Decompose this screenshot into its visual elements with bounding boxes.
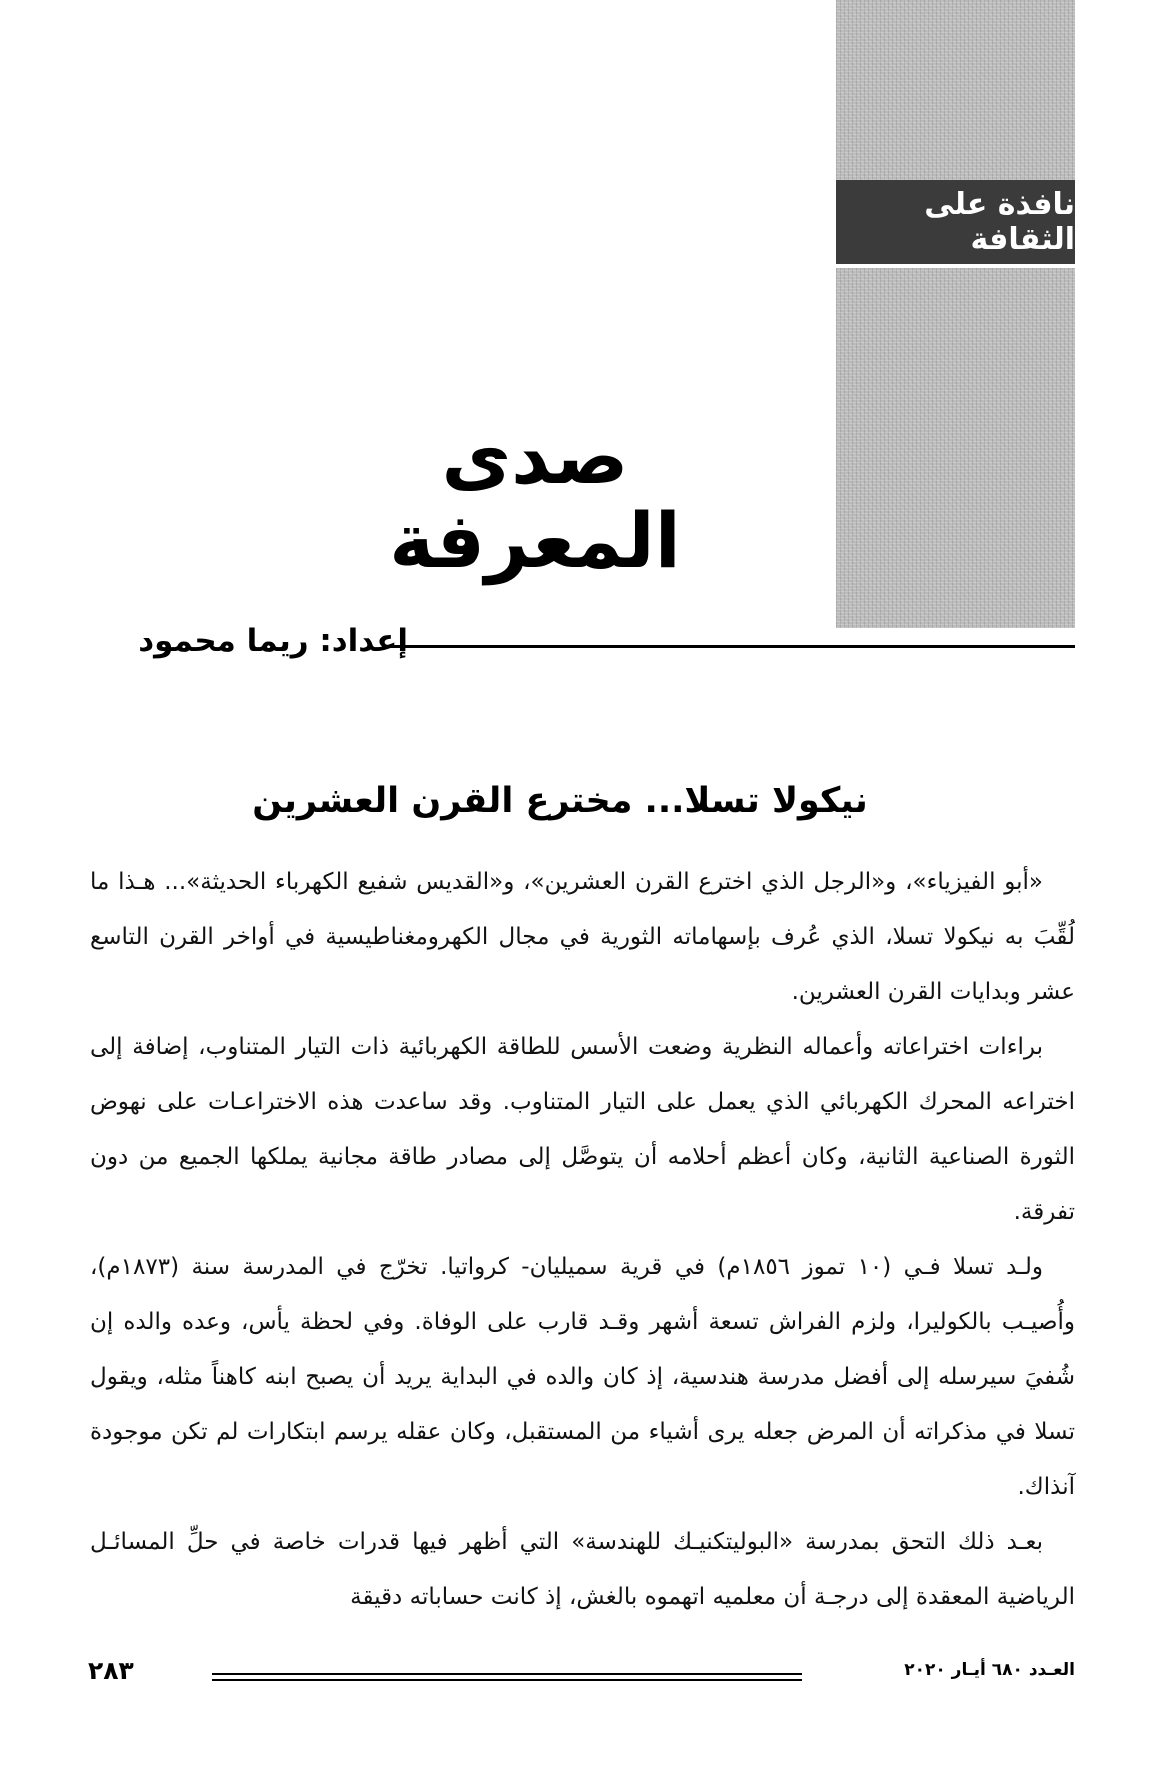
issue-info: العـدد ٦٨٠ أيـار ٢٠٢٠ xyxy=(904,1660,1075,1680)
article-paragraph-2: براءات اختراعاته وأعماله النظرية وضعت الأسس للطاقة الكهربائية ذات التيار المتناوب، إضافة إلى اختراعه المحرك الكهربائي الذي يعمل على التيار المتناوب. وقد ساعدت هذه الاختراعـات على نهوض الثورة الصناعية الثانية، وكان أعظم أحلامه أن يتوصَّل إلى مصادر طاقة مجانية يملكها الجميع من دون تفرقة. xyxy=(90,1034,1075,1225)
author-divider xyxy=(389,645,1075,648)
page-title: صدى المعرفة xyxy=(389,412,681,585)
article-paragraph-3: ولـد تسلا فـي (١٠ تموز ١٨٥٦م) في قرية سميليان- كرواتيا. تخرّج في المدرسة سنة (١٨٧٣م)، وأُصيـب بالكوليرا، ولزم الفراش تسعة أشهر وقـد قارب على الوفاة. وفي لحظة يأس، وعده والده إن شُفيَ سيرسله إلى أفضل مدرسة هندسية، إذ كان والده في البداية يريد أن يصبح ابنه كاهناً مثله، ويقول تسلا في مذكراته أن المرض جعله يرى أشياء من المستقبل، وكان عقله يرسم ابتكارات لم تكن موجودة آنذاك. xyxy=(90,1254,1075,1500)
article-paragraph-1: «أبو الفيزياء»، و«الرجل الذي اخترع القرن العشرين»، و«القديس شفيع الكهرباء الحديثة»... هـذا ما لُقِّبَ به نيكولا تسلا، الذي عُرف بإسهاماته الثورية في مجال الكهرومغناطيسية في أواخر القرن التاسع عشر وبدايات القرن العشرين. xyxy=(90,869,1075,1005)
footer-divider-bottom xyxy=(212,1679,802,1681)
decorative-grey-panel-top xyxy=(836,0,1075,180)
page-number: ٢٨٣ xyxy=(88,1656,134,1685)
section-label: نافذة على الثقافة xyxy=(836,180,1075,264)
article-body xyxy=(90,855,1075,1625)
footer-divider-top xyxy=(212,1673,802,1675)
article-paragraph-4: بعـد ذلك التحق بمدرسة «البوليتكنيـك للهندسة» التي أظهر فيها قدرات خاصة في حلِّ المسائـل الرياضية المعقدة إلى درجـة أن معلميه اتهموه بالغش، إذ كانت حساباته دقيقة xyxy=(90,1529,1075,1610)
decorative-grey-panel-bottom xyxy=(836,268,1075,628)
article-heading: نيكولا تسلا... مخترع القرن العشرين xyxy=(252,781,868,821)
author-credit: إعداد: ريما محمود xyxy=(138,623,408,659)
